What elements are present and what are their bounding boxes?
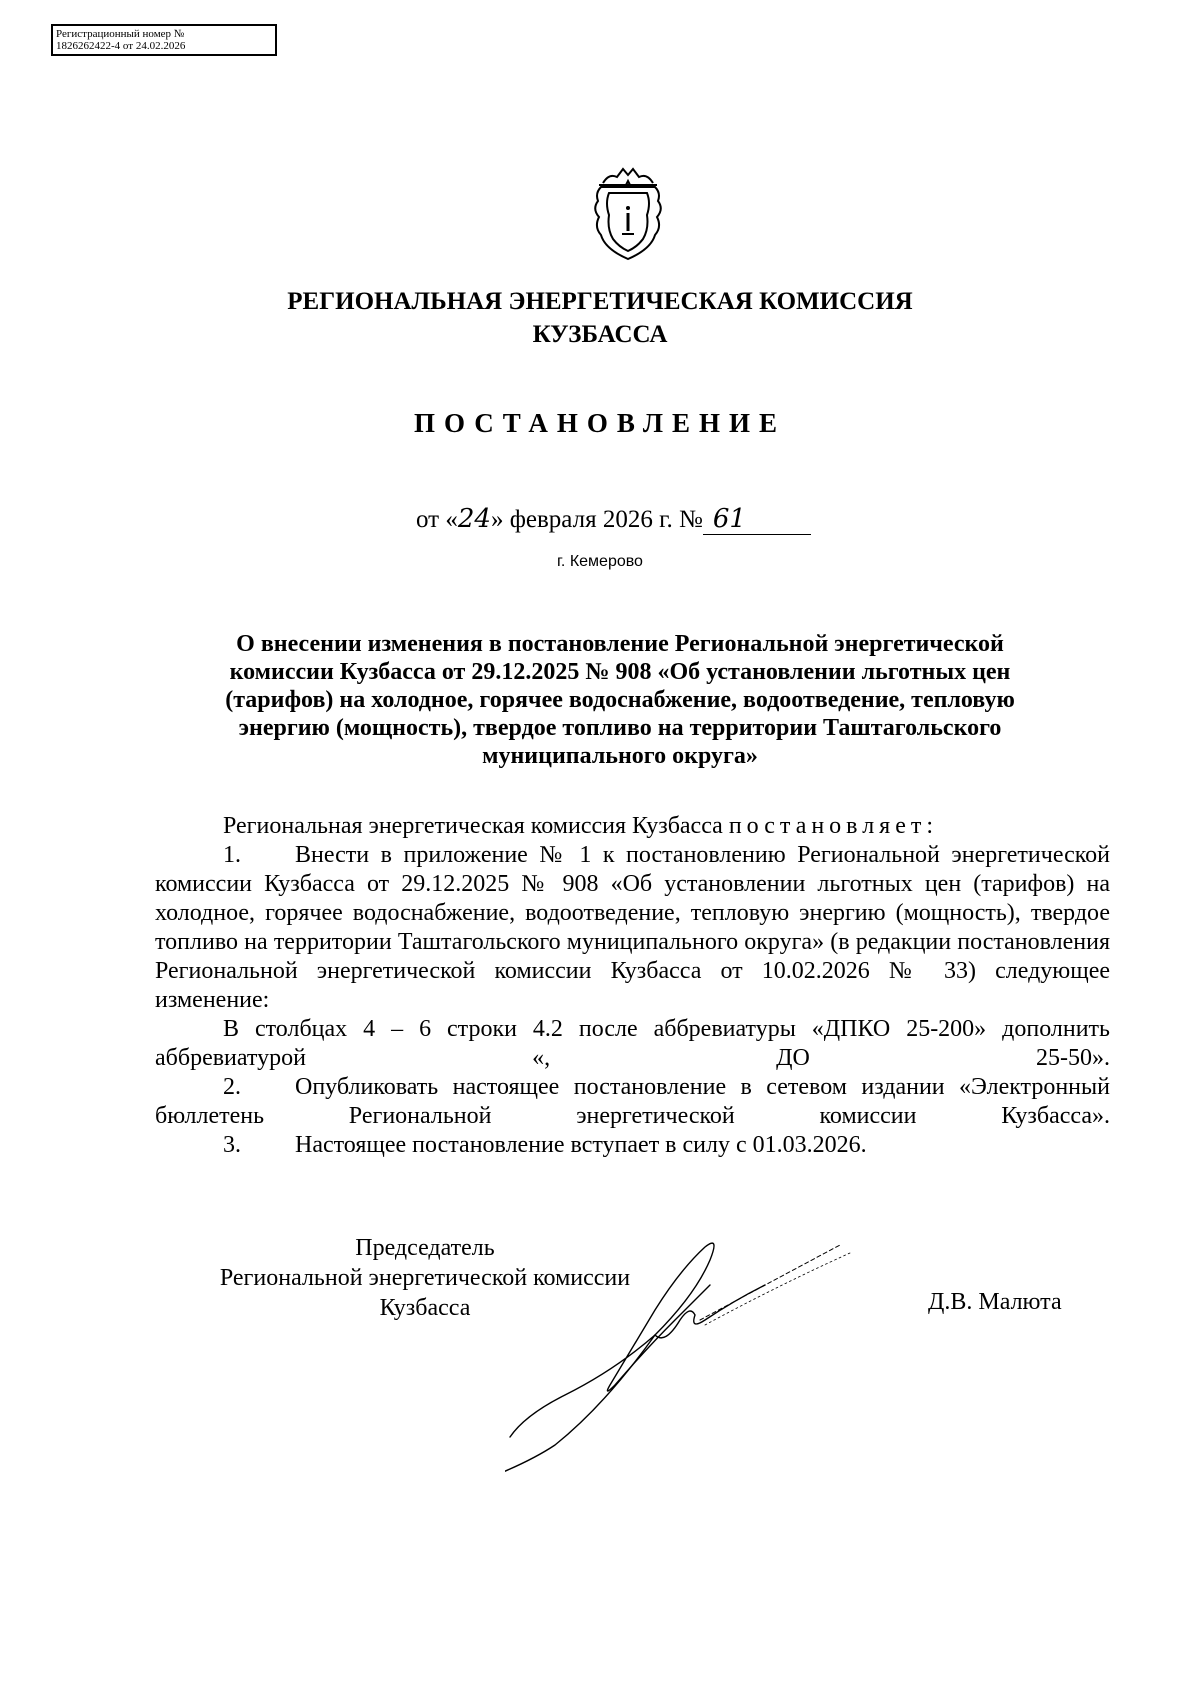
intro-paragraph [155, 812, 1110, 841]
subject-line: муниципального округа» [482, 743, 758, 769]
intro-resolves: постановляет: [728, 813, 939, 839]
item-1 [155, 841, 1110, 1015]
item-3 [155, 1131, 1110, 1160]
item-2 [155, 1073, 1110, 1131]
intro-text: Региональная энергетическая комиссия Кузбасса [223, 813, 729, 839]
signatory-name: Д.В. Малюта [928, 1289, 1062, 1315]
city: г. Кемерово [557, 553, 643, 570]
item-1-change: В столбцах 4 – 6 строки 4.2 после аббревиатуры «ДПКО 25-200» дополнить аббревиатурой «, ДО 25-50». [155, 1016, 1110, 1071]
document-number: 61 [712, 504, 746, 534]
item-1-text: Внести в приложение № 1 к постановлению Региональной энергетической комиссии Кузбасса от 29.12.2025 № 908 «Об установлении льготных цен (тарифов) на холодное, горячее водоснабжение, водоотведение, тепловую энергию (мощность), твердое топливо на территории Таштагольского муниципального округа» (в редакции постановления Региональной энергетической комиссии Кузбасса от 10.02.2026 № 33) следующее изменение: [155, 842, 1110, 1013]
item-3-text: Настоящее постановление вступает в силу с 01.03.2026. [295, 1132, 867, 1158]
registration-stamp [51, 24, 277, 56]
signatory-title-line: Председатель [355, 1235, 495, 1261]
organization-name [0, 285, 1200, 351]
document-date [416, 504, 811, 535]
signatory-title-line: Кузбасса [379, 1295, 471, 1321]
document-type: ПОСТАНОВЛЕНИЕ [413, 408, 787, 438]
date-day: 24 [457, 504, 491, 534]
date-prefix: от « [416, 506, 458, 533]
subject-line: энергию (мощность), твердое топливо на территории Таштагольского [238, 715, 1002, 741]
date-middle: » февраля 2026 г. № [490, 506, 703, 533]
subject-line: О внесении изменения в постановление Региональной энергетической [236, 631, 1004, 657]
org-line-1: РЕГИОНАЛЬНАЯ ЭНЕРГЕТИЧЕСКАЯ КОМИССИЯ [287, 288, 913, 315]
org-line-2: КУЗБАССА [532, 321, 668, 348]
document-body [155, 812, 1110, 1160]
subject-line: комиссии Кузбасса от 29.12.2025 № 908 «Об установлении льготных цен [229, 659, 1011, 685]
subject-line: (тарифов) на холодное, горячее водоснабжение, водоотведение, тепловую [225, 687, 1015, 713]
item-1-number: 1. [223, 842, 241, 868]
kuzbass-emblem-icon [589, 163, 667, 263]
item-2-number: 2. [223, 1074, 241, 1100]
item-3-number: 3. [223, 1132, 241, 1158]
item-2-text: Опубликовать настоящее постановление в сетевом издании «Электронный бюллетень Региональной энергетической комиссии Кузбасса». [155, 1074, 1110, 1129]
handwritten-signature [505, 1225, 925, 1545]
document-subject [150, 630, 1090, 770]
registration-label: Регистрационный номер № [56, 28, 185, 40]
signatory-title-line: Региональной энергетической комиссии [219, 1265, 631, 1291]
registration-number: 1826262422-4 от 24.02.2026 [56, 40, 186, 52]
